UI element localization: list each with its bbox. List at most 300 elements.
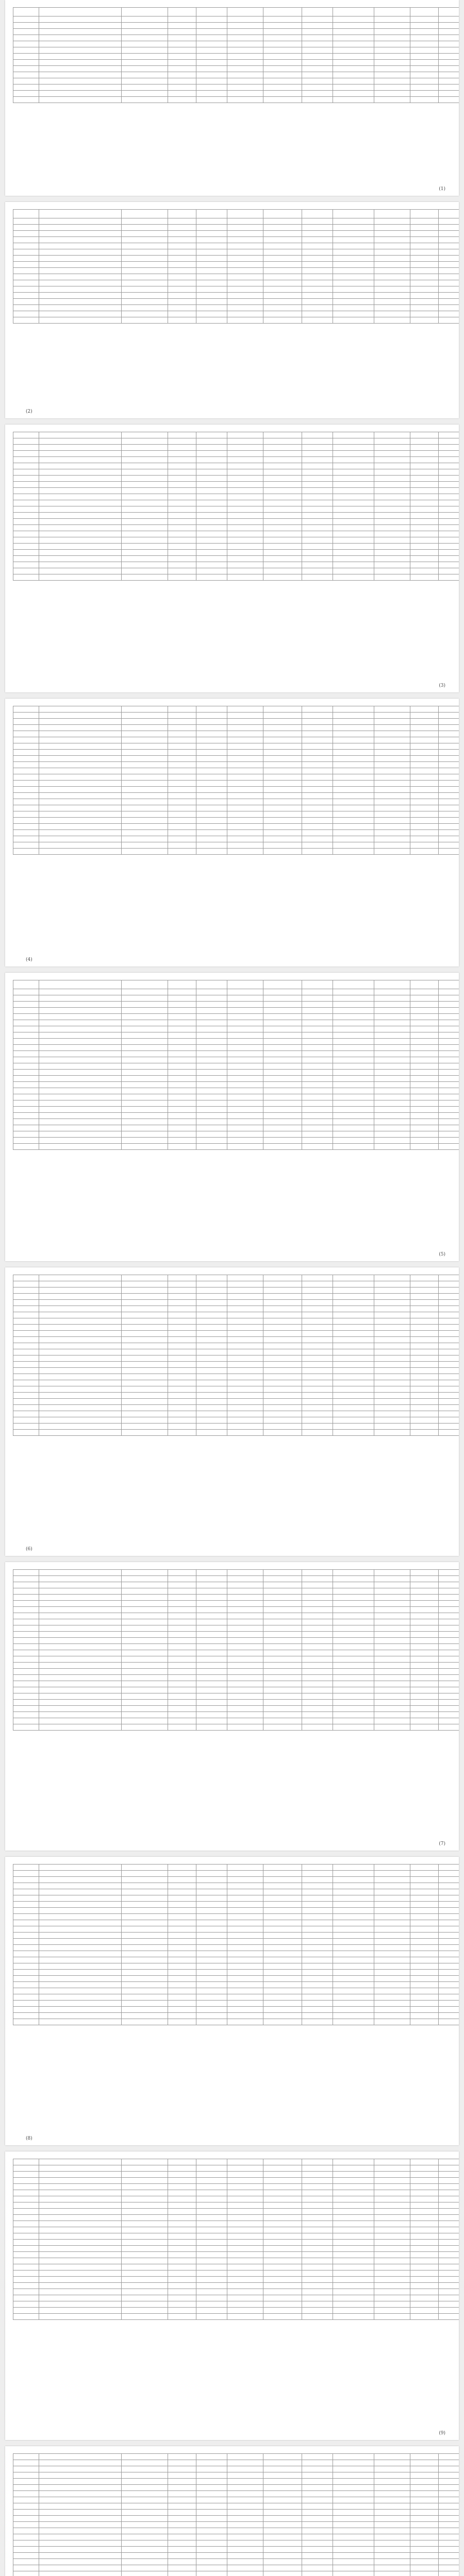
table-cell <box>374 2497 410 2503</box>
table-cell <box>39 1607 122 1613</box>
table-cell <box>333 731 374 737</box>
table-cell <box>374 1595 410 1601</box>
table-cell <box>122 1125 168 1131</box>
table-cell <box>122 274 168 280</box>
table-cell <box>196 2540 227 2547</box>
table-cell <box>333 1275 374 1281</box>
table-cell <box>263 1125 302 1131</box>
table-cell <box>168 1650 196 1656</box>
table-cell <box>39 432 122 438</box>
table-row <box>13 1681 459 1687</box>
table-cell <box>39 1094 122 1100</box>
table-cell <box>13 1963 39 1970</box>
table-cell <box>410 286 439 293</box>
table-cell <box>227 781 263 787</box>
table-cell <box>302 2001 333 2007</box>
table-cell <box>410 725 439 731</box>
table-cell <box>302 1625 333 1632</box>
table-cell <box>227 1131 263 1138</box>
table-cell <box>263 488 302 494</box>
table-header-cell <box>122 980 168 989</box>
table-cell <box>122 2528 168 2534</box>
table-row <box>13 1374 459 1380</box>
table-cell <box>168 2227 196 2233</box>
table-cell <box>227 1275 263 1281</box>
table-cell <box>302 2277 333 2283</box>
table-cell <box>168 1994 196 2001</box>
table-cell <box>122 218 168 225</box>
table-cell <box>13 2301 39 2308</box>
table-cell <box>122 2522 168 2528</box>
table-cell <box>196 774 227 781</box>
table-cell <box>410 525 439 531</box>
table-row <box>13 1601 459 1607</box>
table-cell <box>196 1669 227 1675</box>
table-cell <box>263 2479 302 2485</box>
table-cell <box>227 66 263 72</box>
table-cell <box>39 2559 122 2565</box>
table-cell <box>196 2184 227 2190</box>
table-cell <box>302 2165 333 2172</box>
table-cell <box>168 799 196 805</box>
table-cell <box>168 2565 196 2571</box>
table-cell <box>168 1712 196 1718</box>
table-cell <box>122 2308 168 2314</box>
table-cell <box>227 1712 263 1718</box>
table-cell <box>374 1945 410 1951</box>
table-cell <box>122 494 168 500</box>
table-cell <box>374 1601 410 1607</box>
table-cell <box>168 513 196 519</box>
table-cell <box>374 60 410 66</box>
table-cell <box>333 713 374 719</box>
table-cell <box>410 249 439 256</box>
table-cell <box>263 2283 302 2289</box>
table-cell <box>168 1902 196 1908</box>
table-cell <box>333 2178 374 2184</box>
table-cell <box>227 494 263 500</box>
table-cell <box>410 1045 439 1051</box>
table-cell <box>227 97 263 103</box>
table-cell <box>263 2202 302 2209</box>
table-cell <box>302 299 333 305</box>
table-cell <box>168 1337 196 1343</box>
table-cell <box>439 438 459 445</box>
table-cell <box>39 706 122 713</box>
table-cell <box>122 1625 168 1632</box>
table-cell <box>39 488 122 494</box>
table-cell <box>410 1613 439 1619</box>
table-cell <box>196 1914 227 1920</box>
table-header-cell <box>196 8 227 16</box>
table-cell <box>13 1613 39 1619</box>
table-cell <box>39 1100 122 1107</box>
table-cell <box>13 469 39 476</box>
table-cell <box>439 1423 459 1430</box>
table-row <box>13 768 459 774</box>
table-cell <box>333 1094 374 1100</box>
table-cell <box>227 2221 263 2227</box>
table-cell <box>13 1908 39 1914</box>
table-cell <box>263 1650 302 1656</box>
table-cell <box>168 91 196 97</box>
table-cell <box>168 16 196 23</box>
table-cell <box>410 2553 439 2559</box>
table-cell <box>263 787 302 793</box>
table-cell <box>374 1613 410 1619</box>
table-cell <box>168 525 196 531</box>
table-cell <box>227 500 263 506</box>
table-cell <box>333 293 374 299</box>
table-cell <box>227 2301 263 2308</box>
table-cell <box>168 1595 196 1601</box>
table-row <box>13 2314 459 2320</box>
table-header-cell <box>439 8 459 16</box>
table-cell <box>302 1113 333 1119</box>
table-cell <box>39 1107 122 1113</box>
table-row <box>13 2209 459 2215</box>
table-row <box>13 1386 459 1393</box>
table-cell <box>410 451 439 457</box>
table-cell <box>122 231 168 237</box>
table-cell <box>410 1939 439 1945</box>
table-cell <box>263 1343 302 1349</box>
table-cell <box>196 1988 227 1994</box>
table-cell <box>263 713 302 719</box>
table-cell <box>122 2233 168 2240</box>
table-cell <box>410 2466 439 2472</box>
table-cell <box>374 1576 410 1582</box>
table-cell <box>227 1951 263 1957</box>
table-cell <box>122 1294 168 1300</box>
table-cell <box>13 1119 39 1125</box>
table-cell <box>13 500 39 506</box>
table-cell <box>263 818 302 824</box>
table-cell <box>122 1144 168 1150</box>
table-cell <box>263 482 302 488</box>
table-cell <box>196 1582 227 1588</box>
table-cell <box>302 1343 333 1349</box>
table-row <box>13 756 459 762</box>
table-cell <box>410 2301 439 2308</box>
table-cell <box>410 1895 439 1902</box>
table-row <box>13 1113 459 1119</box>
table-cell <box>374 2522 410 2528</box>
table-cell <box>168 1430 196 1436</box>
table-cell <box>39 2178 122 2184</box>
table-cell <box>302 2252 333 2258</box>
table-cell <box>439 1131 459 1138</box>
table-cell <box>302 2454 333 2460</box>
table-cell <box>410 1663 439 1669</box>
table-cell <box>410 1057 439 1063</box>
table-cell <box>196 1343 227 1349</box>
table-cell <box>333 2491 374 2497</box>
table-cell <box>374 2553 410 2559</box>
table-cell <box>439 1681 459 1687</box>
table-cell <box>374 1650 410 1656</box>
table-cell <box>227 1963 263 1970</box>
table-cell <box>122 824 168 830</box>
table-cell <box>302 1138 333 1144</box>
table-cell <box>302 568 333 574</box>
table-cell <box>333 787 374 793</box>
table-cell <box>13 438 39 445</box>
table-cell <box>196 500 227 506</box>
table-cell <box>13 1063 39 1070</box>
table-cell <box>263 29 302 35</box>
table-cell <box>410 1724 439 1731</box>
table-cell <box>39 1144 122 1150</box>
table-cell <box>168 2215 196 2221</box>
table-cell <box>410 756 439 762</box>
table-row <box>13 706 459 713</box>
table-cell <box>263 1926 302 1933</box>
table-cell <box>333 1039 374 1045</box>
table-cell <box>410 488 439 494</box>
table-cell <box>439 1300 459 1306</box>
table-cell <box>196 1430 227 1436</box>
table-cell <box>374 1281 410 1287</box>
table-cell <box>263 1588 302 1595</box>
table-cell <box>196 725 227 731</box>
table-cell <box>333 1405 374 1411</box>
table-cell <box>168 2221 196 2227</box>
table-cell <box>439 91 459 97</box>
table-cell <box>227 299 263 305</box>
table-cell <box>374 16 410 23</box>
table-cell <box>13 2479 39 2485</box>
table-cell <box>227 2491 263 2497</box>
table-cell <box>374 1687 410 1693</box>
table-cell <box>122 1902 168 1908</box>
table-cell <box>227 1026 263 1032</box>
table-row <box>13 60 459 66</box>
table-cell <box>263 1020 302 1026</box>
table-cell <box>168 1294 196 1300</box>
table-cell <box>13 1100 39 1107</box>
table-cell <box>13 537 39 544</box>
table-cell <box>333 311 374 317</box>
table-cell <box>410 706 439 713</box>
table-header-cell <box>374 8 410 16</box>
table-cell <box>439 72 459 78</box>
table-row <box>13 1032 459 1039</box>
table-cell <box>13 2221 39 2227</box>
table-cell <box>168 1582 196 1588</box>
table-cell <box>374 2460 410 2466</box>
table-row <box>13 1889 459 1895</box>
table-cell <box>333 1693 374 1700</box>
table-cell <box>410 2190 439 2196</box>
table-cell <box>196 737 227 743</box>
table-cell <box>333 1963 374 1970</box>
table-row <box>13 1405 459 1411</box>
data-table <box>13 1569 459 1731</box>
table-cell <box>333 2528 374 2534</box>
table-cell <box>410 1625 439 1632</box>
table-cell <box>13 2209 39 2215</box>
table-cell <box>168 432 196 438</box>
table-cell <box>302 1607 333 1613</box>
table-cell <box>374 537 410 544</box>
table-cell <box>13 525 39 531</box>
table-cell <box>374 1895 410 1902</box>
table-cell <box>196 830 227 836</box>
table-cell <box>374 1070 410 1076</box>
table-cell <box>439 1951 459 1957</box>
table-cell <box>227 1595 263 1601</box>
table-cell <box>13 457 39 463</box>
table-header-cell <box>227 8 263 16</box>
table-cell <box>333 2559 374 2565</box>
table-row <box>13 1076 459 1082</box>
table-cell <box>333 1362 374 1368</box>
table-cell <box>263 1294 302 1300</box>
table-cell <box>122 457 168 463</box>
table-cell <box>263 842 302 849</box>
table-cell <box>122 2240 168 2246</box>
table-cell <box>168 836 196 842</box>
table-cell <box>302 1945 333 1951</box>
table-cell <box>439 60 459 66</box>
table-cell <box>374 2454 410 2460</box>
table-cell <box>39 1362 122 1368</box>
table-cell <box>122 23 168 29</box>
table-cell <box>13 1926 39 1933</box>
table-cell <box>168 2165 196 2172</box>
table-cell <box>39 768 122 774</box>
table-cell <box>122 1312 168 1318</box>
table-row <box>13 231 459 237</box>
table-cell <box>39 1638 122 1644</box>
table-cell <box>263 1669 302 1675</box>
table-cell <box>263 2497 302 2503</box>
table-cell <box>439 1294 459 1300</box>
table-cell <box>39 1349 122 1355</box>
table-cell <box>13 1945 39 1951</box>
table-cell <box>263 1638 302 1644</box>
table-cell <box>168 2013 196 2019</box>
table-cell <box>302 1300 333 1306</box>
table-cell <box>196 1613 227 1619</box>
table-cell <box>227 1957 263 1963</box>
table-cell <box>263 756 302 762</box>
table-cell <box>333 280 374 286</box>
table-cell <box>439 1926 459 1933</box>
table-cell <box>196 1576 227 1582</box>
table-cell <box>39 2227 122 2233</box>
table-cell <box>374 1411 410 1417</box>
table-cell <box>39 1963 122 1970</box>
table-cell <box>168 989 196 995</box>
table-row <box>13 1107 459 1113</box>
table-cell <box>122 268 168 274</box>
data-table <box>13 980 459 1150</box>
table-row <box>13 2178 459 2184</box>
table-cell <box>302 1082 333 1088</box>
table-cell <box>333 1619 374 1625</box>
table-cell <box>302 799 333 805</box>
table-cell <box>263 299 302 305</box>
table-cell <box>13 719 39 725</box>
table-cell <box>374 1926 410 1933</box>
table-row <box>13 2007 459 2013</box>
table-cell <box>13 451 39 457</box>
table-cell <box>196 525 227 531</box>
table-cell <box>122 72 168 78</box>
page-body <box>13 1569 451 1731</box>
table-cell <box>410 824 439 830</box>
table-cell <box>302 830 333 836</box>
table-cell <box>439 2165 459 2172</box>
table-cell <box>168 1933 196 1939</box>
table-cell <box>374 787 410 793</box>
table-cell <box>302 293 333 299</box>
table-cell <box>13 2283 39 2289</box>
table-row <box>13 818 459 824</box>
table-cell <box>439 280 459 286</box>
table-cell <box>13 2510 39 2516</box>
table-cell <box>410 562 439 568</box>
table-cell <box>13 280 39 286</box>
table-row <box>13 1393 459 1399</box>
table-cell <box>410 2454 439 2460</box>
table-cell <box>439 35 459 41</box>
table-row <box>13 1082 459 1088</box>
table-cell <box>410 1988 439 1994</box>
table-cell <box>196 2289 227 2295</box>
table-cell <box>333 1318 374 1325</box>
table-cell <box>439 1138 459 1144</box>
table-cell <box>302 2159 333 2165</box>
table-cell <box>227 2196 263 2202</box>
table-cell <box>374 811 410 818</box>
table-cell <box>39 457 122 463</box>
table-cell <box>168 1026 196 1032</box>
table-cell <box>374 2528 410 2534</box>
table-cell <box>439 1343 459 1349</box>
table-cell <box>302 231 333 237</box>
table-row <box>13 84 459 91</box>
table-cell <box>168 1020 196 1026</box>
table-cell <box>302 1902 333 1908</box>
table-cell <box>13 1131 39 1138</box>
table-cell <box>263 2209 302 2215</box>
table-cell <box>333 2240 374 2246</box>
table-row <box>13 793 459 799</box>
table-cell <box>302 1125 333 1131</box>
table-cell <box>122 1724 168 1731</box>
table-cell <box>196 811 227 818</box>
table-cell <box>333 1601 374 1607</box>
table-cell <box>13 737 39 743</box>
table-cell <box>122 1963 168 1970</box>
table-cell <box>39 1945 122 1951</box>
table-cell <box>374 66 410 72</box>
table-cell <box>168 1706 196 1712</box>
table-row <box>13 2221 459 2227</box>
table-cell <box>374 989 410 995</box>
table-cell <box>374 1871 410 1877</box>
table-cell <box>39 805 122 811</box>
table-cell <box>196 2252 227 2258</box>
table-cell <box>439 1287 459 1294</box>
table-cell <box>374 2277 410 2283</box>
table-cell <box>333 1976 374 1982</box>
table-cell <box>410 544 439 550</box>
table-cell <box>196 2258 227 2264</box>
